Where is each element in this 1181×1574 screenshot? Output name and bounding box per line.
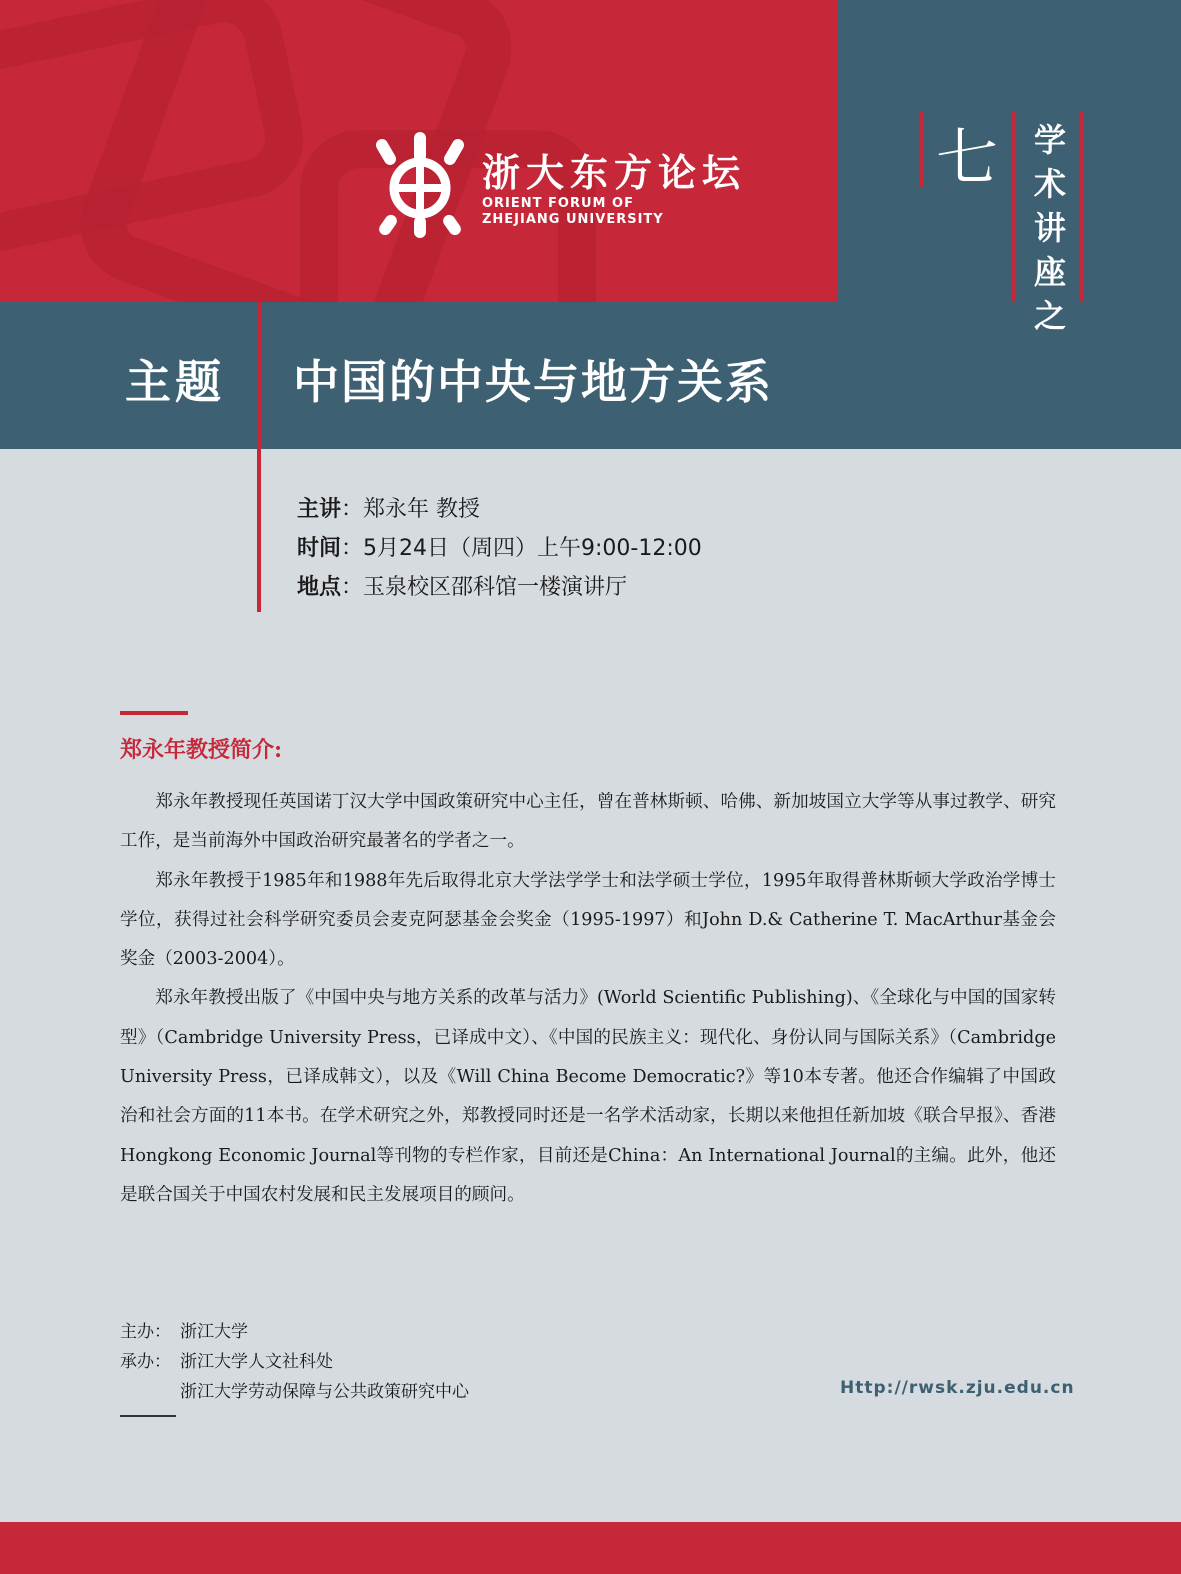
info-row-venue: [297, 568, 702, 607]
info-label: 地点: [297, 575, 342, 600]
organizer-row: [120, 1377, 469, 1407]
bio-paragraph: 郑永年教授于1985年和1988年先后取得北京大学法学学士和法学硕士学位，1995年取得普林斯顿大学政治学博士学位，获得过社会科学研究委员会麦克阿瑟基金会奖金（1995-1997）和John D.& Catherine T. MacArthur基金会奖金（2003-2004）。: [120, 870, 1056, 970]
topic-label: 主题: [125, 355, 225, 409]
brand-name-en-line: ZHEJIANG UNIVERSITY: [482, 212, 664, 227]
info-row-speaker: [297, 490, 702, 529]
bio-paragraph: 郑永年教授出版了《中国中央与地方关系的改革与活力》(World Scientific Publishing)、《全球化与中国的国家转型》（Cambridge University Press，已译成中文）、《中国的民族主义：现代化、身份认同与国际关系》（Cambridge University Press，已译成韩文），以及《Will China Become Democratic?》等10本专著。他还合作编辑了中国政治和社会方面的11本书。在学术研究之外，郑教授同时还是一名学术活动家，长期以来他担任新加坡《联合早报》、香港Hongkong Economic Journal等刊物的专栏作家，目前还是China：An International Journal的主编。此外，他还是联合国关于中国农村发展和民主发展项目的顾问。: [120, 988, 1056, 1205]
footer-rule: [120, 1415, 176, 1417]
info-value: 5月24日（周四）上午9:00-12:00: [363, 536, 702, 561]
organizer-label: 承办：: [120, 1352, 171, 1372]
brand-name-cn: 浙大东方论坛: [482, 151, 747, 195]
brand-name-en: [482, 196, 664, 228]
bio-paragraph: 郑永年教授现任英国诺丁汉大学中国政策研究中心主任，曾在普林斯顿、哈佛、新加坡国立大学等从事过教学、研究工作，是当前海外中国政治研究最著名的学者之一。: [120, 792, 1056, 852]
bio-accent-bar: [120, 711, 188, 715]
bio-body: [120, 783, 1056, 1215]
vertical-accent-line: [257, 302, 261, 612]
host-row: [120, 1317, 469, 1347]
series-panel: [838, 0, 1181, 302]
topic-title: 中国的中央与地方关系: [293, 355, 773, 409]
bio-heading: 郑永年教授简介:: [120, 737, 283, 763]
bottom-band: [0, 1522, 1181, 1574]
info-separator: ：: [341, 575, 364, 600]
series-label: 学术讲座之: [1033, 121, 1066, 335]
organizer-row: [120, 1347, 469, 1377]
info-value: 玉泉校区邵科馆一楼演讲厅: [363, 575, 628, 600]
info-separator: ：: [341, 536, 364, 561]
series-accent-bar: [1012, 112, 1016, 302]
info-label: 时间: [297, 536, 342, 561]
lecture-info: [297, 490, 702, 607]
series-accent-bar: [1080, 112, 1084, 302]
info-separator: ：: [341, 497, 364, 522]
host-label: 主办：: [120, 1322, 171, 1342]
website-link[interactable]: Http://rwsk.zju.edu.cn: [840, 1378, 1075, 1398]
host-value: 浙江大学: [180, 1322, 248, 1342]
info-row-time: [297, 529, 702, 568]
organizer-value: 浙江大学人文社科处: [180, 1352, 333, 1372]
organizer-value: 浙江大学劳动保障与公共政策研究中心: [180, 1382, 469, 1402]
organizers: [120, 1317, 469, 1407]
series-number: 七: [936, 121, 999, 194]
brand-name-en-line: ORIENT FORUM OF: [482, 196, 634, 211]
dong-seal-logo-icon: [372, 128, 468, 238]
series-accent-bar: [920, 112, 924, 188]
info-label: 主讲: [297, 497, 342, 522]
info-value: 郑永年 教授: [363, 497, 481, 522]
